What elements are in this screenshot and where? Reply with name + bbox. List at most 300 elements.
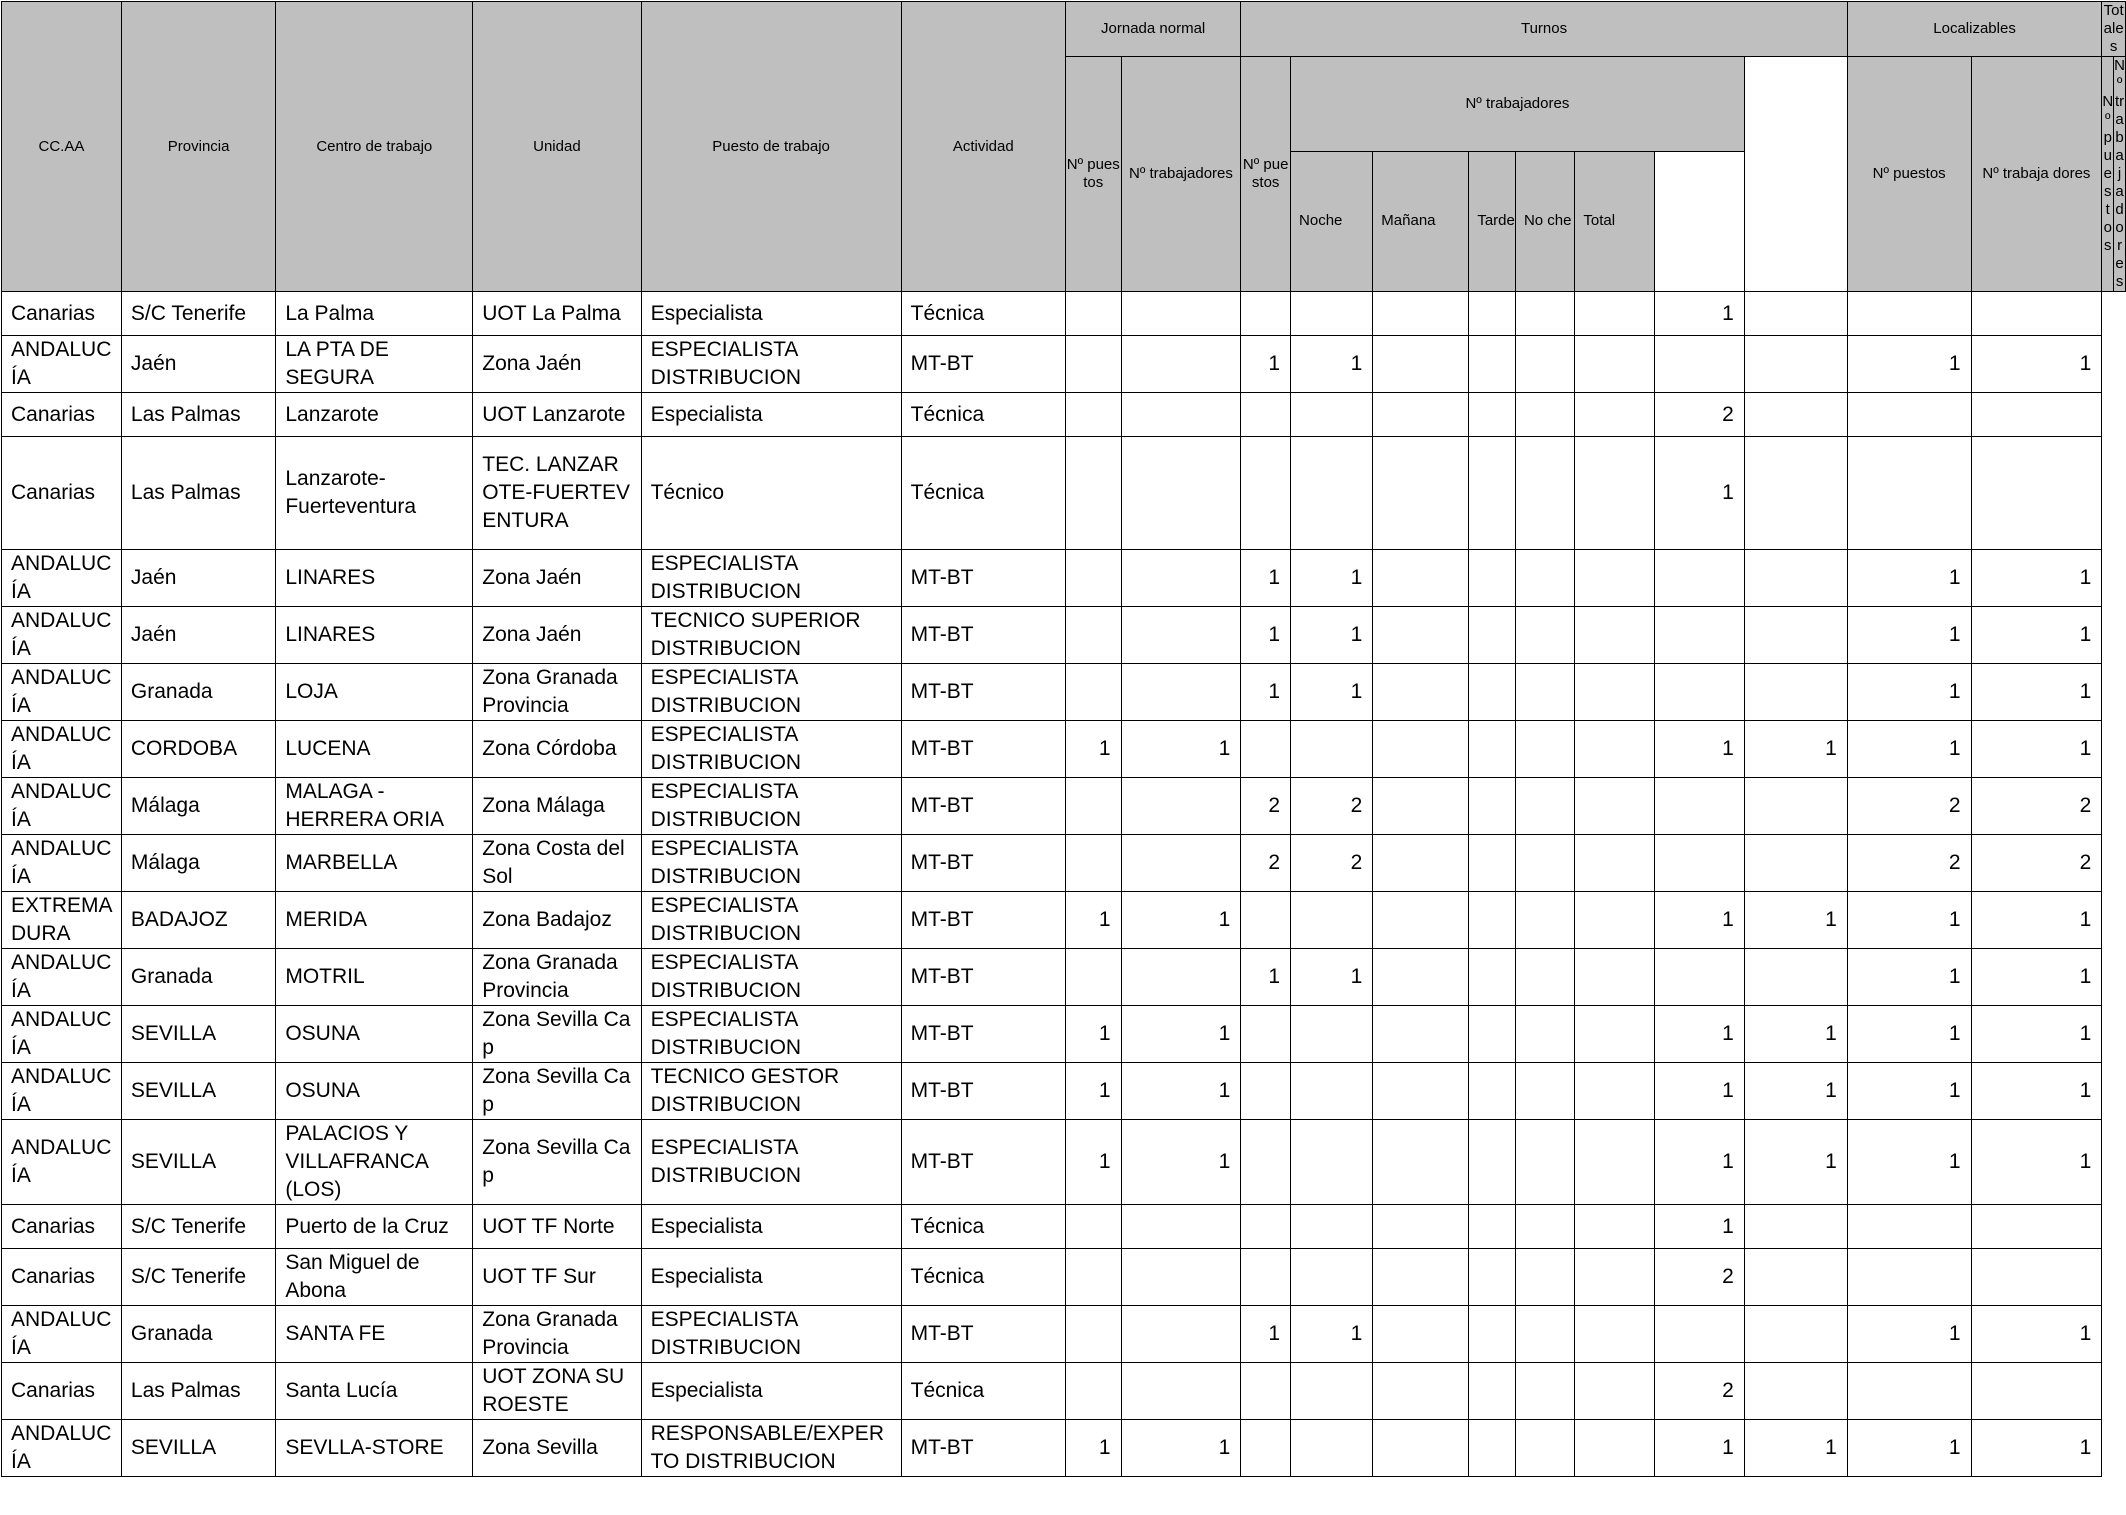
table-cell: Zona Córdoba xyxy=(473,721,641,778)
table-cell xyxy=(1373,437,1469,550)
table-cell: 2 xyxy=(1971,835,2102,892)
table-cell xyxy=(1469,1205,1516,1249)
header-noche: Noche xyxy=(1291,151,1373,291)
table-cell: 1 xyxy=(1847,1006,1971,1063)
table-cell: UOT TF Norte xyxy=(473,1205,641,1249)
table-cell: 1 xyxy=(1065,721,1121,778)
table-cell: SEVILLA xyxy=(121,1420,275,1477)
table-cell xyxy=(1373,949,1469,1006)
table-cell: LA PTA DE SEGURA xyxy=(276,336,473,393)
table-cell xyxy=(1847,292,1971,336)
table-cell: Técnica xyxy=(901,1363,1065,1420)
table-cell: Zona Jaén xyxy=(473,607,641,664)
table-cell: MT-BT xyxy=(901,1306,1065,1363)
table-cell xyxy=(1065,393,1121,437)
table-cell xyxy=(1744,1249,1847,1306)
table-cell xyxy=(1744,835,1847,892)
table-cell xyxy=(1575,437,1654,550)
table-cell xyxy=(1373,892,1469,949)
table-cell: 1 xyxy=(1971,949,2102,1006)
table-row xyxy=(2,1306,2126,1363)
table-cell xyxy=(1373,664,1469,721)
table-cell xyxy=(1241,1205,1291,1249)
table-cell: 1 xyxy=(1971,721,2102,778)
table-cell: 1 xyxy=(1654,892,1744,949)
table-cell: Zona Sevilla Cap xyxy=(473,1063,641,1120)
table-cell xyxy=(1065,336,1121,393)
table-cell: 1 xyxy=(1971,607,2102,664)
table-cell: 1 xyxy=(1121,1420,1241,1477)
table-cell: 1 xyxy=(1847,1420,1971,1477)
table-cell xyxy=(1515,892,1574,949)
table-cell xyxy=(1121,1306,1241,1363)
table-cell xyxy=(1291,292,1373,336)
table-cell: ANDALUCÍA xyxy=(2,1006,122,1063)
header-turnos-trabajadores: Nº trabajadores xyxy=(1291,57,1745,152)
table-cell: 1 xyxy=(1654,437,1744,550)
table-cell: 1 xyxy=(1121,1120,1241,1205)
table-cell xyxy=(1575,1063,1654,1120)
table-cell xyxy=(1744,437,1847,550)
table-cell xyxy=(1469,1306,1516,1363)
table-cell xyxy=(1291,1363,1373,1420)
table-cell: ANDALUCÍA xyxy=(2,721,122,778)
table-cell: Jaén xyxy=(121,607,275,664)
table-cell xyxy=(1654,835,1744,892)
table-cell: ESPECIALISTA DISTRIBUCION xyxy=(641,1306,901,1363)
table-cell: Especialista xyxy=(641,1249,901,1306)
table-cell xyxy=(1575,721,1654,778)
table-cell: Málaga xyxy=(121,835,275,892)
table-cell xyxy=(1515,393,1574,437)
table-cell: 1 xyxy=(1744,1006,1847,1063)
table-cell: 1 xyxy=(1654,1120,1744,1205)
table-cell xyxy=(1373,721,1469,778)
table-cell: LOJA xyxy=(276,664,473,721)
table-cell xyxy=(1065,1205,1121,1249)
table-row xyxy=(2,1006,2126,1063)
table-cell: 2 xyxy=(1847,835,1971,892)
table-cell: ANDALUCÍA xyxy=(2,778,122,835)
table-cell xyxy=(1515,1249,1574,1306)
table-cell: UOT ZONA SUROESTE xyxy=(473,1363,641,1420)
table-cell: MT-BT xyxy=(901,550,1065,607)
table-cell: MALAGA - HERRERA ORIA xyxy=(276,778,473,835)
table-cell xyxy=(1373,1306,1469,1363)
table-cell xyxy=(1291,393,1373,437)
table-cell xyxy=(1373,393,1469,437)
table-row xyxy=(2,437,2126,550)
table-cell: 1 xyxy=(1654,1420,1744,1477)
table-cell xyxy=(1575,1249,1654,1306)
table-cell xyxy=(1469,1120,1516,1205)
staffing-table xyxy=(1,1,2126,1477)
table-row xyxy=(2,949,2126,1006)
table-cell: 2 xyxy=(1654,1249,1744,1306)
table-cell xyxy=(1241,721,1291,778)
table-cell xyxy=(1121,336,1241,393)
table-cell xyxy=(1847,1205,1971,1249)
table-cell: Canarias xyxy=(2,292,122,336)
table-cell: MT-BT xyxy=(901,892,1065,949)
table-cell: MT-BT xyxy=(901,1120,1065,1205)
table-cell xyxy=(1241,1120,1291,1205)
table-cell xyxy=(1847,437,1971,550)
table-cell xyxy=(1575,607,1654,664)
table-cell xyxy=(1744,607,1847,664)
table-row xyxy=(2,1420,2126,1477)
table-cell xyxy=(1469,778,1516,835)
header-localizables: Localizables xyxy=(1847,2,2102,57)
table-cell: 1 xyxy=(1971,1420,2102,1477)
table-cell xyxy=(1971,437,2102,550)
table-cell: Canarias xyxy=(2,1363,122,1420)
table-cell xyxy=(1515,607,1574,664)
table-cell: 1 xyxy=(1744,721,1847,778)
table-cell: Técnico xyxy=(641,437,901,550)
table-cell: UOT TF Sur xyxy=(473,1249,641,1306)
table-cell: MT-BT xyxy=(901,1420,1065,1477)
table-cell: ANDALUCÍA xyxy=(2,1063,122,1120)
header-provincia: Provincia xyxy=(121,2,275,292)
table-cell xyxy=(1515,437,1574,550)
table-cell: 1 xyxy=(1847,1063,1971,1120)
table-cell: 1 xyxy=(1065,1120,1121,1205)
table-cell xyxy=(1065,1363,1121,1420)
table-cell xyxy=(1241,1006,1291,1063)
table-cell: 2 xyxy=(1291,835,1373,892)
table-cell: 1 xyxy=(1121,1006,1241,1063)
header-jn-trabajadores: Nº trabajadores xyxy=(1121,57,1241,292)
table-cell xyxy=(1291,892,1373,949)
table-cell: S/C Tenerife xyxy=(121,1205,275,1249)
table-cell: 1 xyxy=(1065,1006,1121,1063)
table-cell xyxy=(1373,1363,1469,1420)
table-cell: 1 xyxy=(1291,664,1373,721)
table-cell: MT-BT xyxy=(901,664,1065,721)
table-cell: ESPECIALISTA DISTRIBUCION xyxy=(641,892,901,949)
table-row xyxy=(2,1120,2126,1205)
table-cell xyxy=(1847,1363,1971,1420)
table-cell xyxy=(1744,1205,1847,1249)
table-cell: 1 xyxy=(1971,1306,2102,1363)
table-cell xyxy=(1373,1006,1469,1063)
table-cell: MT-BT xyxy=(901,607,1065,664)
table-body xyxy=(2,292,2126,1477)
table-cell: UOT Lanzarote xyxy=(473,393,641,437)
table-cell: Granada xyxy=(121,664,275,721)
table-row xyxy=(2,835,2126,892)
table-cell xyxy=(1515,1006,1574,1063)
table-cell: 1 xyxy=(1744,892,1847,949)
table-cell: Zona Jaén xyxy=(473,336,641,393)
table-cell xyxy=(1575,336,1654,393)
table-cell: 1 xyxy=(1847,721,1971,778)
table-cell xyxy=(1065,437,1121,550)
table-cell: 1 xyxy=(1291,336,1373,393)
table-cell: Zona Granada Provincia xyxy=(473,949,641,1006)
table-cell: Técnica xyxy=(901,292,1065,336)
table-cell xyxy=(1575,1420,1654,1477)
table-cell: 1 xyxy=(1121,721,1241,778)
table-cell xyxy=(1575,550,1654,607)
table-cell xyxy=(1241,1063,1291,1120)
table-cell: MARBELLA xyxy=(276,835,473,892)
table-cell: ESPECIALISTA DISTRIBUCION xyxy=(641,721,901,778)
table-cell: Zona Málaga xyxy=(473,778,641,835)
table-cell xyxy=(1373,1205,1469,1249)
table-cell xyxy=(1469,607,1516,664)
table-cell xyxy=(1847,393,1971,437)
table-cell: SEVILLA xyxy=(121,1006,275,1063)
table-cell xyxy=(1971,292,2102,336)
table-row xyxy=(2,1249,2126,1306)
table-row xyxy=(2,1363,2126,1420)
table-cell xyxy=(1515,721,1574,778)
table-cell xyxy=(1971,1205,2102,1249)
table-cell: Las Palmas xyxy=(121,393,275,437)
table-cell: OSUNA xyxy=(276,1063,473,1120)
table-cell: 1 xyxy=(1065,892,1121,949)
table-cell: Zona Sevilla Cap xyxy=(473,1120,641,1205)
table-cell: Canarias xyxy=(2,1249,122,1306)
table-cell: 2 xyxy=(1971,778,2102,835)
table-cell xyxy=(1121,393,1241,437)
table-cell: ANDALUCÍA xyxy=(2,1120,122,1205)
table-cell: 2 xyxy=(1291,778,1373,835)
table-cell: MT-BT xyxy=(901,778,1065,835)
table-cell xyxy=(1515,292,1574,336)
table-cell: MT-BT xyxy=(901,336,1065,393)
table-cell: Especialista xyxy=(641,292,901,336)
table-cell xyxy=(1469,835,1516,892)
table-cell xyxy=(1373,292,1469,336)
table-cell xyxy=(1744,292,1847,336)
table-cell: Técnica xyxy=(901,393,1065,437)
table-cell xyxy=(1469,949,1516,1006)
table-cell: 1 xyxy=(1121,1063,1241,1120)
table-cell: 1 xyxy=(1241,336,1291,393)
table-cell: Canarias xyxy=(2,1205,122,1249)
table-cell: MERIDA xyxy=(276,892,473,949)
table-cell xyxy=(1575,778,1654,835)
table-cell: 2 xyxy=(1654,1363,1744,1420)
table-cell: MOTRIL xyxy=(276,949,473,1006)
header-loc-trabajadores: Nº trabaja dores xyxy=(1971,57,2102,292)
table-cell: 1 xyxy=(1065,1420,1121,1477)
table-cell: ESPECIALISTA DISTRIBUCION xyxy=(641,835,901,892)
table-cell: Las Palmas xyxy=(121,1363,275,1420)
table-cell xyxy=(1575,393,1654,437)
table-cell xyxy=(1065,1306,1121,1363)
table-cell xyxy=(1515,550,1574,607)
table-cell xyxy=(1575,892,1654,949)
table-cell xyxy=(1065,835,1121,892)
table-cell xyxy=(1373,336,1469,393)
table-cell xyxy=(1575,1363,1654,1420)
table-cell: 1 xyxy=(1971,1063,2102,1120)
table-cell: 1 xyxy=(1654,1006,1744,1063)
table-cell xyxy=(1744,1363,1847,1420)
table-cell: 1 xyxy=(1744,1063,1847,1120)
table-cell: TEC. LANZAROTE-FUERTEVENTURA xyxy=(473,437,641,550)
table-cell: Málaga xyxy=(121,778,275,835)
table-cell xyxy=(1971,1249,2102,1306)
table-cell xyxy=(1469,1420,1516,1477)
table-cell: 1 xyxy=(1847,949,1971,1006)
table-cell xyxy=(1654,664,1744,721)
table-cell: 2 xyxy=(1241,778,1291,835)
table-cell: EXTREMADURA xyxy=(2,892,122,949)
table-cell: ANDALUCÍA xyxy=(2,336,122,393)
table-cell: RESPONSABLE/EXPERTO DISTRIBUCION xyxy=(641,1420,901,1477)
table-cell xyxy=(1515,949,1574,1006)
table-cell xyxy=(1241,437,1291,550)
header-noche-2: No che xyxy=(1515,151,1574,291)
table-cell: LUCENA xyxy=(276,721,473,778)
table-cell xyxy=(1291,1120,1373,1205)
table-cell: LINARES xyxy=(276,550,473,607)
table-cell: 1 xyxy=(1847,1306,1971,1363)
header-turnos: Turnos xyxy=(1241,2,1847,57)
table-cell: SANTA FE xyxy=(276,1306,473,1363)
table-cell: 2 xyxy=(1241,835,1291,892)
table-cell: MT-BT xyxy=(901,721,1065,778)
table-cell: MT-BT xyxy=(901,835,1065,892)
table-cell: CORDOBA xyxy=(121,721,275,778)
table-cell: TECNICO GESTOR DISTRIBUCION xyxy=(641,1063,901,1120)
table-cell: Técnica xyxy=(901,437,1065,550)
table-cell xyxy=(1971,393,2102,437)
table-cell: 1 xyxy=(1241,1306,1291,1363)
table-cell xyxy=(1241,292,1291,336)
table-cell: ANDALUCÍA xyxy=(2,949,122,1006)
table-cell: ANDALUCÍA xyxy=(2,607,122,664)
table-cell xyxy=(1373,607,1469,664)
table-cell: ESPECIALISTA DISTRIBUCION xyxy=(641,336,901,393)
table-cell xyxy=(1373,1420,1469,1477)
table-cell xyxy=(1121,437,1241,550)
table-cell xyxy=(1971,1363,2102,1420)
table-cell xyxy=(1469,1006,1516,1063)
table-cell: SEVILLA xyxy=(121,1120,275,1205)
table-cell: SEVLLA-STORE xyxy=(276,1420,473,1477)
header-manana: Mañana xyxy=(1373,151,1469,291)
table-cell: 1 xyxy=(1971,336,2102,393)
table-cell xyxy=(1373,778,1469,835)
table-cell xyxy=(1121,1363,1241,1420)
table-row xyxy=(2,892,2126,949)
table-header xyxy=(2,2,2126,292)
table-cell xyxy=(1575,664,1654,721)
table-cell xyxy=(1065,778,1121,835)
table-cell: 1 xyxy=(1654,292,1744,336)
table-cell xyxy=(1121,778,1241,835)
table-cell xyxy=(1121,949,1241,1006)
table-cell xyxy=(1469,664,1516,721)
header-tot-puestos: Nº puestos xyxy=(2102,57,2114,292)
table-cell: 1 xyxy=(1654,1205,1744,1249)
table-cell xyxy=(1121,292,1241,336)
table-cell: BADAJOZ xyxy=(121,892,275,949)
table-cell: 1 xyxy=(1847,892,1971,949)
table-cell: 1 xyxy=(1291,607,1373,664)
table-cell: ANDALUCÍA xyxy=(2,1306,122,1363)
table-row xyxy=(2,1205,2126,1249)
table-cell xyxy=(1654,336,1744,393)
table-cell: TECNICO SUPERIOR DISTRIBUCION xyxy=(641,607,901,664)
table-cell: 1 xyxy=(1971,892,2102,949)
header-tot-trabajadores: Nº trabajadores xyxy=(2114,57,2125,290)
table-cell: 1 xyxy=(1654,1063,1744,1120)
table-cell: 1 xyxy=(1744,1420,1847,1477)
table-cell: 1 xyxy=(1291,949,1373,1006)
table-cell: 1 xyxy=(1847,336,1971,393)
table-cell: 1 xyxy=(1971,664,2102,721)
table-cell xyxy=(1654,949,1744,1006)
table-cell xyxy=(1291,1063,1373,1120)
table-cell: 1 xyxy=(1971,1006,2102,1063)
header-puesto-trabajo: Puesto de trabajo xyxy=(641,2,901,292)
table-cell: San Miguel de Abona xyxy=(276,1249,473,1306)
table-cell xyxy=(1121,1205,1241,1249)
table-cell: Especialista xyxy=(641,393,901,437)
table-cell: ESPECIALISTA DISTRIBUCION xyxy=(641,949,901,1006)
table-cell: 1 xyxy=(1654,721,1744,778)
table-cell: S/C Tenerife xyxy=(121,1249,275,1306)
table-cell: Zona Jaén xyxy=(473,550,641,607)
table-cell: Las Palmas xyxy=(121,437,275,550)
table-cell: LINARES xyxy=(276,607,473,664)
table-cell xyxy=(1515,1420,1574,1477)
table-cell xyxy=(1373,1063,1469,1120)
table-cell: Canarias xyxy=(2,437,122,550)
table-cell xyxy=(1744,949,1847,1006)
table-cell xyxy=(1575,835,1654,892)
table-cell: MT-BT xyxy=(901,1063,1065,1120)
table-cell: ANDALUCÍA xyxy=(2,664,122,721)
header-jornada-normal: Jornada normal xyxy=(1065,2,1240,57)
table-cell xyxy=(1373,1249,1469,1306)
table-cell xyxy=(1575,1006,1654,1063)
table-cell xyxy=(1373,835,1469,892)
table-cell: Canarias xyxy=(2,393,122,437)
table-cell: ESPECIALISTA DISTRIBUCION xyxy=(641,1006,901,1063)
table-cell xyxy=(1575,1205,1654,1249)
table-row xyxy=(2,336,2126,393)
table-cell: MT-BT xyxy=(901,949,1065,1006)
table-row xyxy=(2,664,2126,721)
table-cell: 1 xyxy=(1241,949,1291,1006)
table-cell xyxy=(1241,1420,1291,1477)
table-cell: Lanzarote-Fuerteventura xyxy=(276,437,473,550)
table-cell xyxy=(1515,1120,1574,1205)
table-row xyxy=(2,1063,2126,1120)
table-cell xyxy=(1373,550,1469,607)
table-cell: OSUNA xyxy=(276,1006,473,1063)
header-loc-puestos: Nº puestos xyxy=(1847,57,1971,292)
table-cell: Zona Granada Provincia xyxy=(473,1306,641,1363)
table-cell: 1 xyxy=(1065,1063,1121,1120)
table-cell xyxy=(1654,1306,1744,1363)
table-cell xyxy=(1065,550,1121,607)
table-cell xyxy=(1291,1420,1373,1477)
table-cell xyxy=(1654,778,1744,835)
table-cell xyxy=(1121,835,1241,892)
table-cell: 1 xyxy=(1971,550,2102,607)
table-cell xyxy=(1515,336,1574,393)
table-cell xyxy=(1469,437,1516,550)
